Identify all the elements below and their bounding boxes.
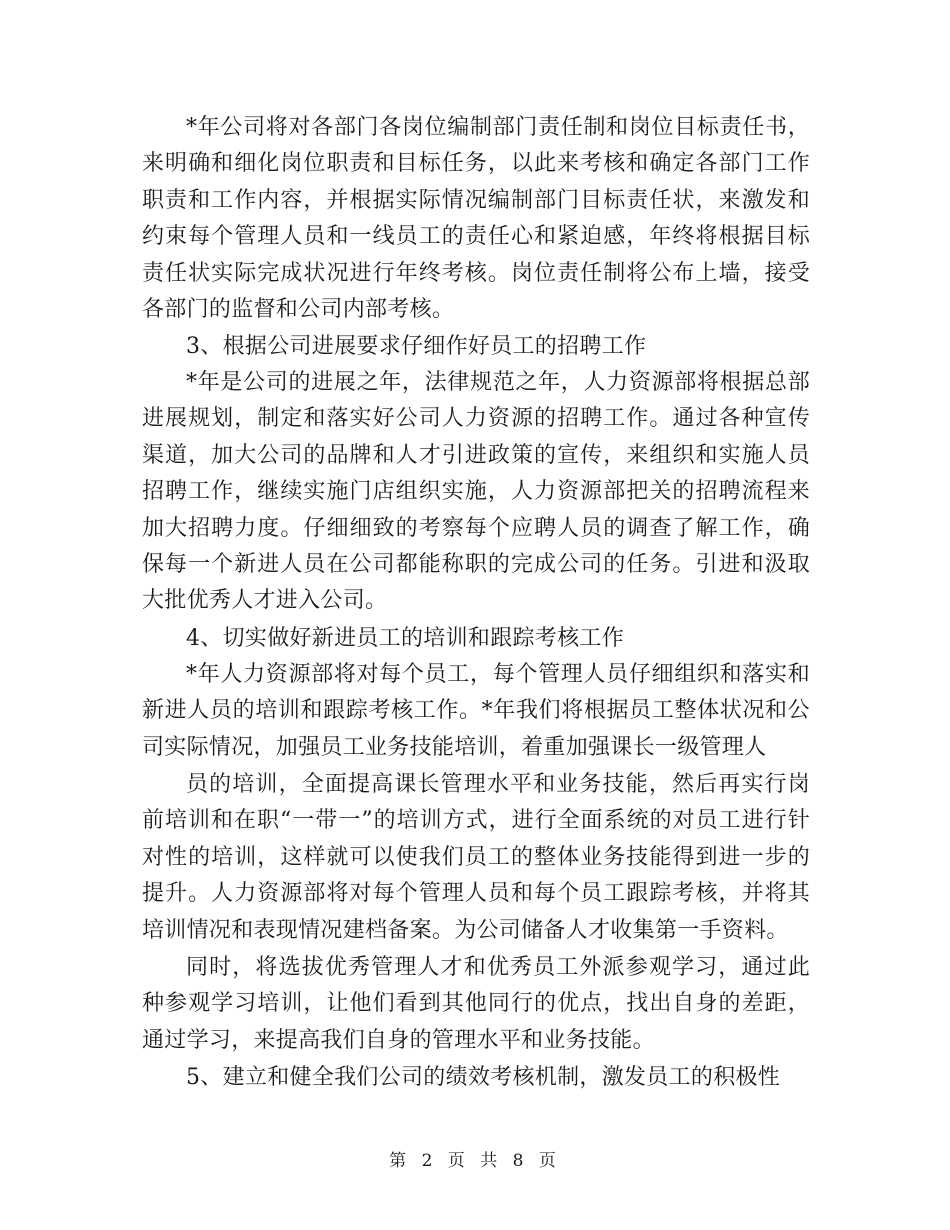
paragraph-external-study: 同时，将选拔优秀管理人才和优秀员工外派参观学习，通过此种参观学习培训，让他们看到其他同行的优点，找出自身的差距，通过学习，来提高我们自身的管理水平和业务技能。 (142, 955, 810, 1053)
paragraph-recruitment: *年是公司的进展之年，法律规范之年，人力资源部将根据总部进展规划，制定和落实好公司人力资源的招聘工作。通过各种宣传渠道，加大公司的品牌和人才引进政策的宣传，来组织和实施人员招聘工作，继续实施门店组织实施，人力资源部把关的招聘流程来加大招聘力度。仔细细致的考察每个应聘人员的调查了解工作，确保每一个新进人员在公司都能称职的完成公司的任务。引进和汲取大批优秀人才进入公司。 (142, 370, 810, 614)
paragraph-training-detail: 员的培训，全面提高课长管理水平和业务技能，然后再实行岗前培训和在职“一带一”的培训方式，进行全面系统的对员工进行针对性的培训，这样就可以使我们员工的整体业务技能得到进一步的提升。人力资源部将对每个管理人员和每个员工跟踪考核，并将其培训情况和表现情况建档备案。为公司储备人才收集第一手资料。 (142, 772, 810, 943)
page-number-footer: 第 2 页 共 8 页 (389, 1151, 561, 1171)
paragraph-responsibility: *年公司将对各部门各岗位编制部门责任制和岗位目标责任书，来明确和细化岗位职责和目标任务，以此来考核和确定各部门工作职责和工作内容，并根据实际情况编制部门目标责任状，来激发和约束每个管理人员和一线员工的责任心和紧迫感，年终将根据目标责任状实际完成状况进行年终考核。岗位责任制将公布上墙，接受各部门的监督和公司内部考核。 (142, 115, 810, 323)
section-heading-training: 4、切实做好新进员工的培训和跟踪考核工作 (186, 626, 624, 651)
section-heading-recruitment: 3、根据公司进展要求仔细作好员工的招聘工作 (186, 334, 647, 359)
paragraph-training-intro: *年人力资源部将对每个员工，每个管理人员仔细组织和落实和新进人员的培训和跟踪考核工作。*年我们将根据员工整体状况和公司实际情况，加强员工业务技能培训，着重加强课长一级管理人 (142, 662, 810, 760)
section-heading-performance: 5、建立和健全我们公司的绩效考核机制，激发员工的积极性 (186, 1065, 781, 1090)
